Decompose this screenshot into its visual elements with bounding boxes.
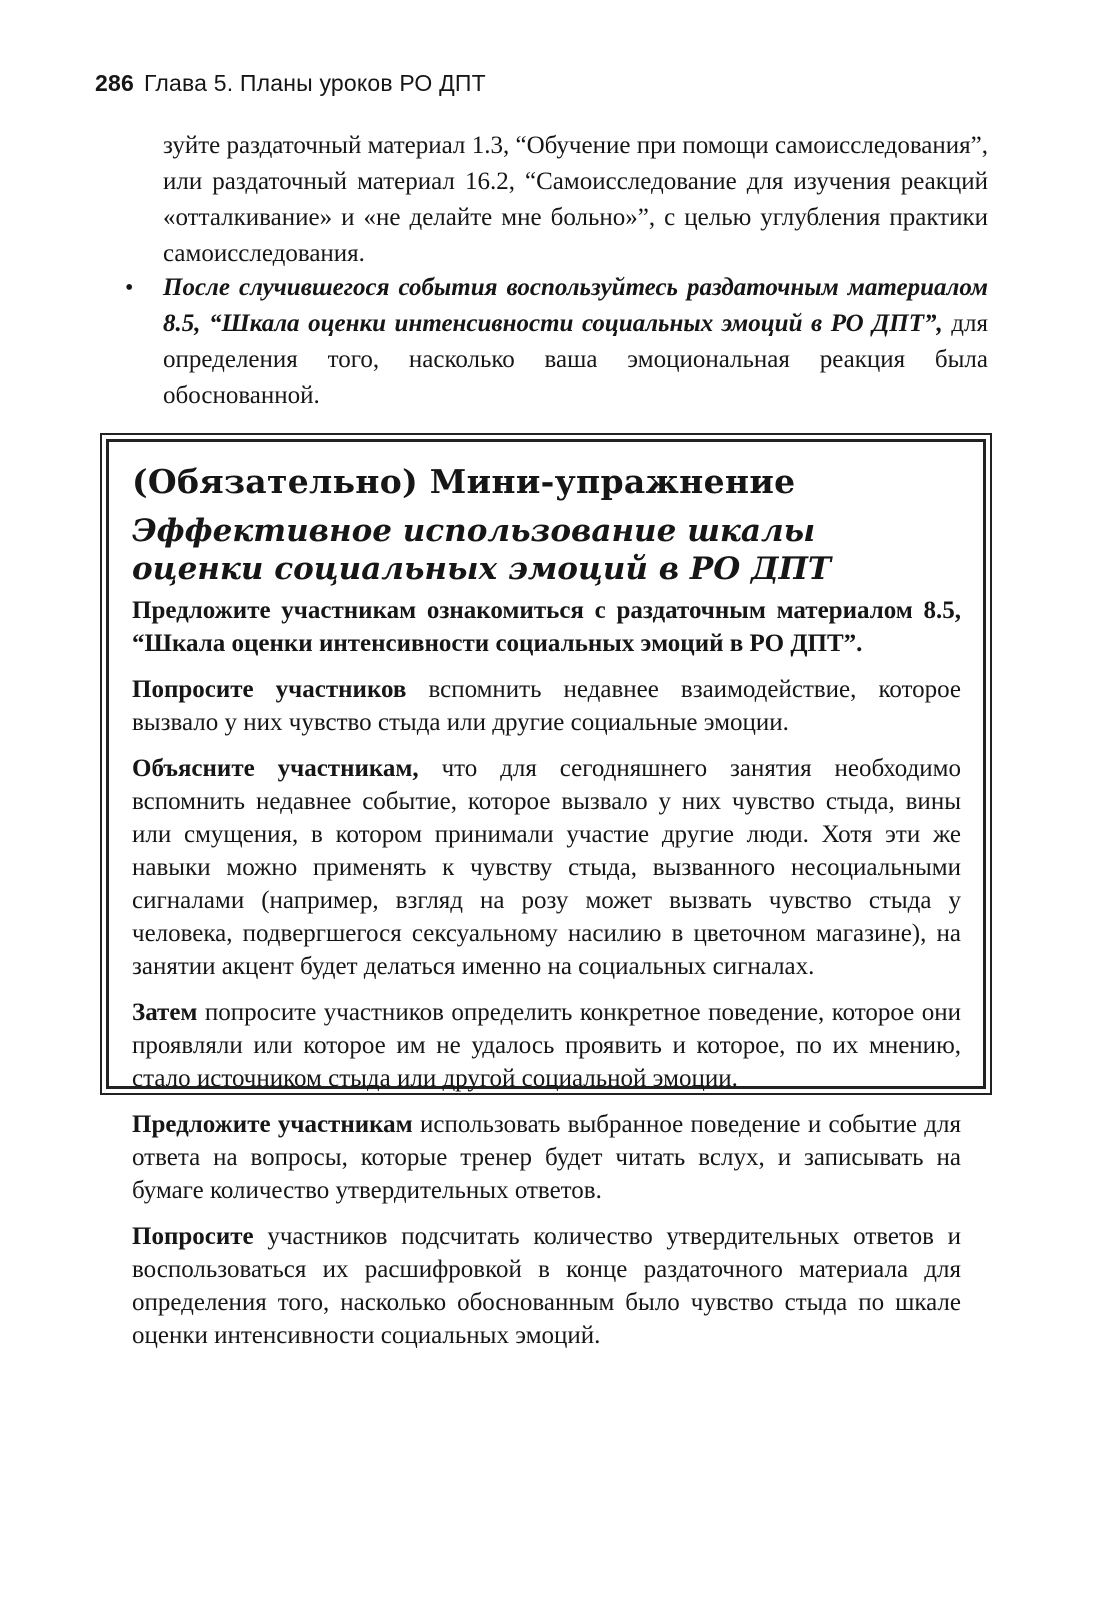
exercise-subtitle xyxy=(132,512,961,588)
exercise-p1-bold: Предложите участникам ознакомиться с раздаточным материалом 8.5, “Шкала оценки интенсивности социальных эмоций в РО ДПТ”. xyxy=(132,597,961,657)
exercise-box-inner xyxy=(106,439,986,1349)
exercise-p4-rest: попросите участников определить конкретное поведение, которое они проявляли или которое им не удалось проявить и которое, по их мнению, стало источником стыда или другой социальной эмоции. xyxy=(132,999,961,1092)
bullet-rest: для определения того, насколько ваша эмоциональная реакция была обоснованной. xyxy=(163,310,988,409)
exercise-subtitle-line-2: оценки социальных эмоций в РО ДПТ xyxy=(132,551,831,587)
bullet-paragraph xyxy=(163,270,988,414)
intro-paragraph: зуйте раздаточный материал 1.3, “Обучение при помощи самоисследования”, или раздаточный материал 16.2, “Самоисследование для изучения реакций «отталкивание» и «не делайте мне больно»”, с целью углубления практики самоисследования. xyxy=(163,132,988,267)
page-number: 286 xyxy=(95,70,134,96)
exercise-box xyxy=(100,433,992,1349)
exercise-p3-lead: Объясните участникам, xyxy=(132,755,419,782)
exercise-p3-rest: что для сегодняшнего занятия необходимо вспомнить недавнее событие, которое вызвало у них чувство стыда, вины или смущения, в котором принимали участие другие люди. Хотя эти же навыки можно применять к чувству стыда, вызванного несоциальными сигналами (например, взгляд на розу может вызвать чувство стыда у человека, подвергшегося сексуальному насилию в цветочном магазине), на занятии акцент будет делаться именно на социальных сигналах. xyxy=(132,755,961,980)
bullet-marker: • xyxy=(125,275,134,301)
exercise-p2-rest: вспомнить недавнее взаимодействие, которое вызвало у них чувство стыда или другие социальные эмоции. xyxy=(132,676,961,736)
exercise-p5-lead: Предложите участникам xyxy=(132,1111,413,1138)
exercise-title: (Обязательно) Мини-упражнение xyxy=(132,462,796,501)
chapter-title: Глава 5. Планы уроков РО ДПТ xyxy=(143,70,486,96)
exercise-paragraph-2 xyxy=(132,673,961,739)
bullet-emphasis: После случившегося события воспользуйтесь раздаточным материалом 8.5, “Шкала оценки интенсивности социальных эмоций в РО ДПТ”, xyxy=(163,274,988,337)
exercise-paragraph-1 xyxy=(132,594,961,660)
exercise-paragraph-3 xyxy=(132,752,961,983)
exercise-paragraph-6 xyxy=(132,1220,961,1352)
exercise-p6-rest: участников подсчитать количество утвердительных ответов и воспользоваться их расшифровкой в конце раздаточного материала для определения того, насколько обоснованным было чувство стыда по шкале оценки интенсивности социальных эмоций. xyxy=(132,1223,961,1349)
running-header xyxy=(95,70,486,97)
exercise-p6-lead: Попросите xyxy=(132,1223,254,1250)
exercise-p4-lead: Затем xyxy=(132,999,198,1026)
exercise-p5-rest: использовать выбранное поведение и событие для ответа на вопросы, которые тренер будет читать вслух, и записывать на бумаге количество утвердительных ответов. xyxy=(132,1111,961,1204)
exercise-paragraph-5 xyxy=(132,1108,961,1207)
bullet-item xyxy=(125,270,988,414)
exercise-p2-lead: Попросите участников xyxy=(132,676,407,703)
exercise-paragraph-4 xyxy=(132,996,961,1095)
exercise-subtitle-line-1: Эффективное использование шкалы xyxy=(132,513,816,549)
